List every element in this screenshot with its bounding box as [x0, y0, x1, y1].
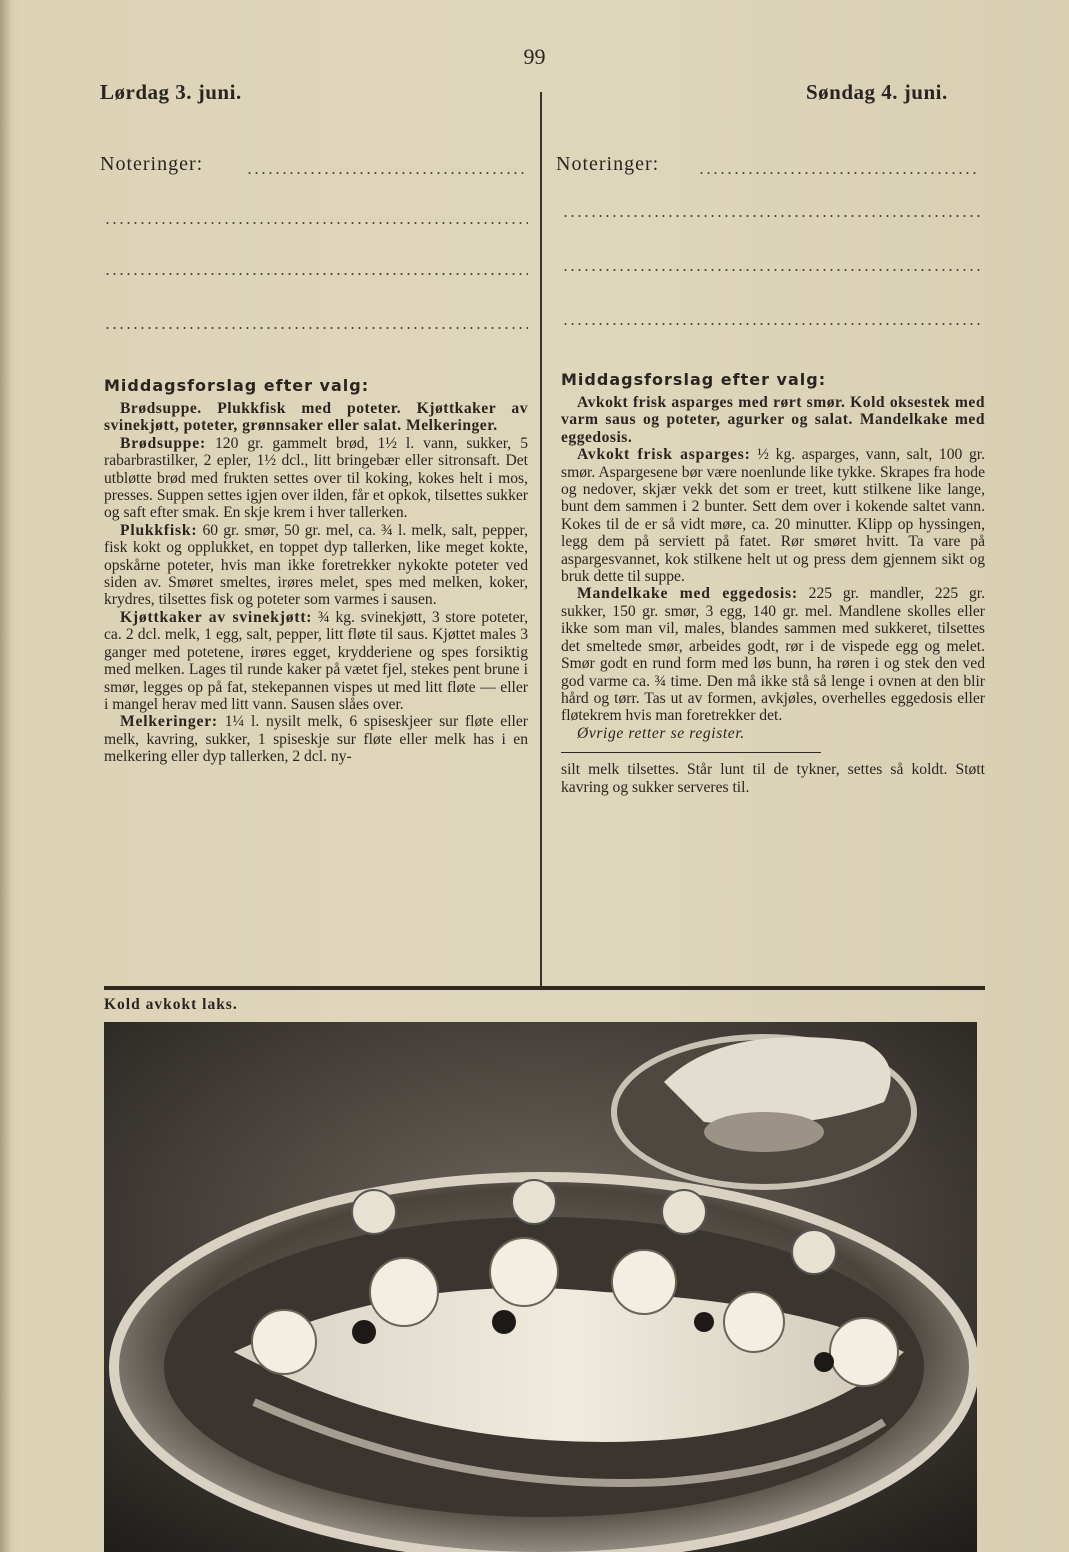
page-binding-shadow — [0, 0, 10, 1552]
notes-line-right-1[interactable] — [698, 172, 980, 174]
recipe-mandelkake — [561, 585, 985, 724]
recipe-kjottkaker — [104, 609, 528, 713]
notes-line-right-3[interactable] — [562, 269, 980, 271]
recipes-right — [561, 394, 985, 796]
recipe-text: 120 gr. gammelt brød, 1½ l. vann, sukker, 5 rabarbrastilker, 2 epler, 1½ dcl., litt bringebær eller sitronsaft. Det utbløtte brød med frukten settes over til koking, kokes helt i mos, presses. Suppen settes igjen over ilden, får et opkok, tilsettes sukker og saft efter smak. En skje krem i hver tallerken. — [104, 434, 528, 522]
salmon-platter-illustration — [104, 1022, 977, 1552]
melkeringer-continuation: silt melk tilsettes. Står lunt til de tykner, settes så koldt. Støtt kavring og sukker serveres til. — [561, 761, 985, 796]
day-title-sunday: Søndag 4. juni. — [806, 80, 948, 104]
salmon-platter-photo — [104, 1022, 977, 1552]
menu-summary-left: Brødsuppe. Plukkfisk med poteter. Kjøttkaker av svinekjøtt, poteter, grønnsaker eller salat. Melkeringer. — [104, 400, 528, 435]
register-note: Øvrige retter se register. — [577, 724, 745, 742]
recipe-text: ½ kg. asparges, vann, salt, 100 gr. smør. Aspargesene bør være noenlunde like tykke. Skrapes fra hode og nedover, skjær vekk det som er treet, kutt stilkene like lange, bunt dem sammen i 2 bunter. Sett dem over i kokende saltet vann. Kokes til de er så vidt møre, ca. 20 minutter. Klipp op hyssingen, legg dem på serviett på fatet. Rør smøret hvitt. Ta vare på aspargesvannet, kok stilkene helt ut og press dem gjennem sikt og bruk dette til suppe. — [561, 446, 985, 586]
notes-label-left: Noteringer: — [100, 153, 204, 175]
day-title-saturday: Lørdag 3. juni. — [100, 80, 242, 104]
recipes-left — [104, 400, 528, 766]
recipe-text: ¾ kg. svinekjøtt, 3 store poteter, ca. 2 dcl. melk, 1 egg, salt, pepper, litt fløte til saus. Kjøttet males 3 ganger med potetene, irøres egget, krydderiene og spes forsiktig med melken. Lages til runde kaker på vætet fjel, stekes pent brune i smør, legges op på fat, stekepannen vispes ut med litt fløte — eller i mangel herav med litt vann. Sausen slåes over. — [104, 608, 528, 713]
recipe-brodsuppe — [104, 435, 528, 522]
recipe-asparges — [561, 446, 985, 585]
page-number: 99 — [523, 44, 546, 69]
photo-caption: Kold avkokt laks. — [104, 996, 238, 1013]
menu-heading-left: Middagsforslag efter valg: — [104, 376, 370, 395]
sauce-boat-base — [704, 1112, 824, 1152]
notes-line-left-1[interactable] — [246, 172, 528, 174]
recipe-name: Brødsuppe: — [120, 434, 206, 452]
photo-top-rule — [104, 986, 985, 990]
menu-heading-right: Middagsforslag efter valg: — [561, 370, 827, 389]
recipe-text: 1¼ l. nysilt melk, 6 spiseskjeer sur fløte eller melk, kavring, sukker, 1 spiseskje sur fløte eller melk has i en melkering eller dyp tallerken, 2 dcl. ny- — [104, 713, 529, 766]
recipe-plukkfisk — [104, 522, 528, 609]
recipe-text: 225 gr. mandler, 225 gr. sukker, 150 gr. smør, 3 egg, 140 gr. mel. Mandlene skolles eller ikke som man vil, males, blandes sammen med sukkeret, tilsettes det smeltede smør, arbeides godt, rør i de vispede egg og melet. Smør godt en rund form med løs bunn, ha røren i og stek den ved god varme ca. ¾ time. Den må ikke stå så lenge i ovnen at den blir hård og tørr. Tas ut av formen, avkjøles, overhelles eggedosis eller fløtekrem hvis man foretrekker det. — [561, 585, 985, 725]
column-divider — [540, 92, 542, 987]
recipe-text: 60 gr. smør, 50 gr. mel, ca. ¾ l. melk, salt, pepper, fisk kokt og opplukket, en toppet dyp tallerken, like meget kokte, opskårne poteter, hvis man ikke foretrekker nykokte poteter ved siden av. Smøret smeltes, irøres melet, spes med melken, koker, krydres, tilsettes fisk og poteter som varmes i sausen. — [104, 521, 528, 609]
notes-line-right-4[interactable] — [562, 323, 980, 325]
recipe-name: Avkokt frisk asparges: — [577, 446, 751, 464]
recipe-name: Melkeringer: — [120, 713, 218, 731]
notes-line-left-4[interactable] — [104, 327, 528, 329]
recipe-name: Mandelkake med eggedosis: — [577, 585, 798, 603]
notes-line-right-2[interactable] — [562, 215, 980, 217]
notes-line-left-3[interactable] — [104, 273, 528, 275]
notes-label-right: Noteringer: — [556, 153, 660, 175]
recipe-name: Kjøttkaker av svinekjøtt: — [120, 608, 313, 626]
menu-summary-right: Avkokt frisk asparges med rørt smør. Kold oksestek med varm saus og poteter, agurker og salat. Mandelkake med eggedosis. — [561, 394, 985, 446]
notes-line-left-2[interactable] — [104, 222, 528, 224]
recipe-name: Plukkfisk: — [120, 521, 198, 539]
recipe-melkeringer — [104, 713, 528, 765]
continuation-rule — [561, 752, 821, 753]
